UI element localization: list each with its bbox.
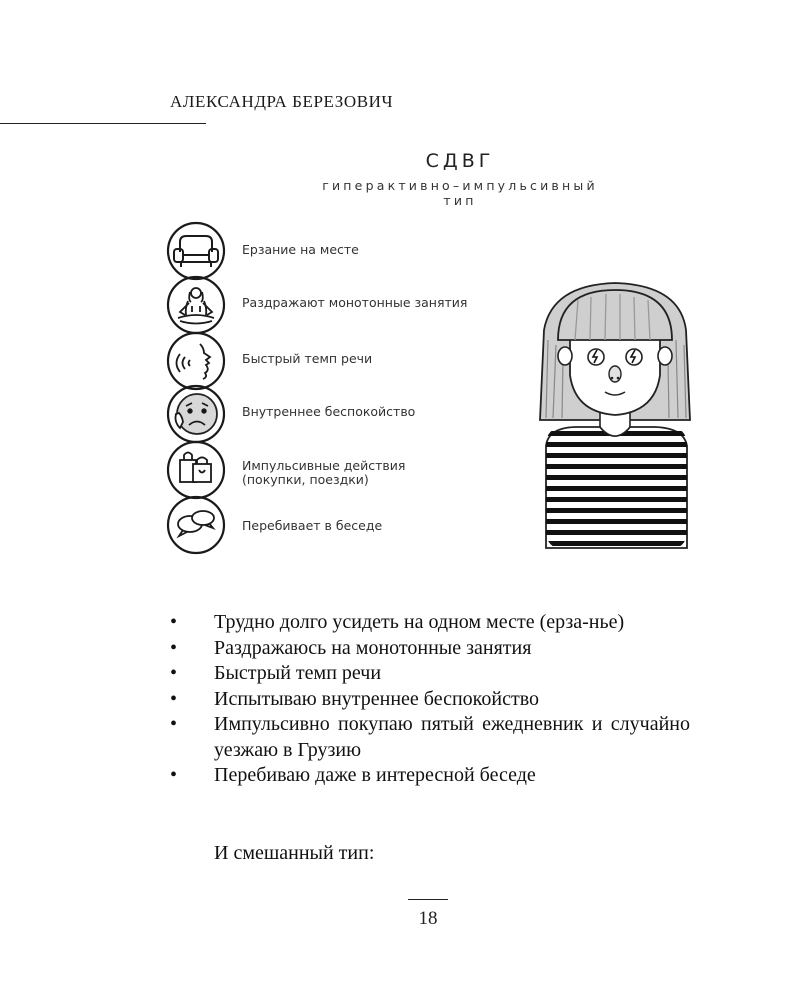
symptom-label-interrupting: Перебивает в беседе	[242, 518, 383, 533]
infographic-subtitle-line1: гиперактивно–импульсивный	[322, 178, 598, 193]
running-head-author: АЛЕКСАНДРА БЕРЕЗОВИЧ	[170, 92, 394, 111]
shopping-bags-icon	[168, 442, 224, 498]
bullet-item: • Трудно долго усидеть на одном месте (ерза-нье)	[170, 610, 690, 636]
armchair-icon	[168, 223, 224, 279]
symptom-bullet-list	[170, 610, 690, 789]
infographic-subtitle	[270, 178, 650, 208]
symptom-label-fidgeting: Ерзание на месте	[242, 242, 359, 257]
bullet-item: • Испытываю внутреннее беспокойство	[170, 687, 690, 713]
symptom-label-impulsive-line2: (покупки, поездки)	[242, 472, 369, 487]
infographic-title: СДВГ	[425, 150, 495, 172]
speech-bubbles-icon	[168, 497, 224, 553]
infographic-subtitle-line2: тип	[443, 193, 477, 208]
bullet-item: • Раздражаюсь на монотонные занятия	[170, 636, 690, 662]
girl-illustration	[540, 283, 700, 548]
mixed-type-heading: И смешанный тип:	[214, 842, 375, 864]
symptom-label-monotony: Раздражают монотонные занятия	[242, 295, 468, 310]
symptom-label-fast-speech: Быстрый темп речи	[242, 351, 373, 366]
bullet-item: • Перебиваю даже в интересной беседе	[170, 763, 690, 789]
speaking-face-icon	[168, 333, 224, 389]
footer-rule	[408, 899, 448, 900]
symptom-label-impulsive	[242, 459, 405, 487]
worried-face-icon	[168, 386, 224, 442]
bullet-item: • Импульсивно покупаю пятый ежедневник и случайно уезжаю в Грузию	[170, 712, 690, 763]
symptom-label-anxiety: Внутреннее беспокойство	[242, 404, 416, 419]
symptom-label-impulsive-line1: Импульсивные действия	[242, 458, 406, 473]
bullet-item: • Быстрый темп речи	[170, 661, 690, 687]
header-rule	[0, 123, 206, 124]
meditation-icon	[168, 277, 224, 333]
page-number: 18	[418, 908, 438, 929]
